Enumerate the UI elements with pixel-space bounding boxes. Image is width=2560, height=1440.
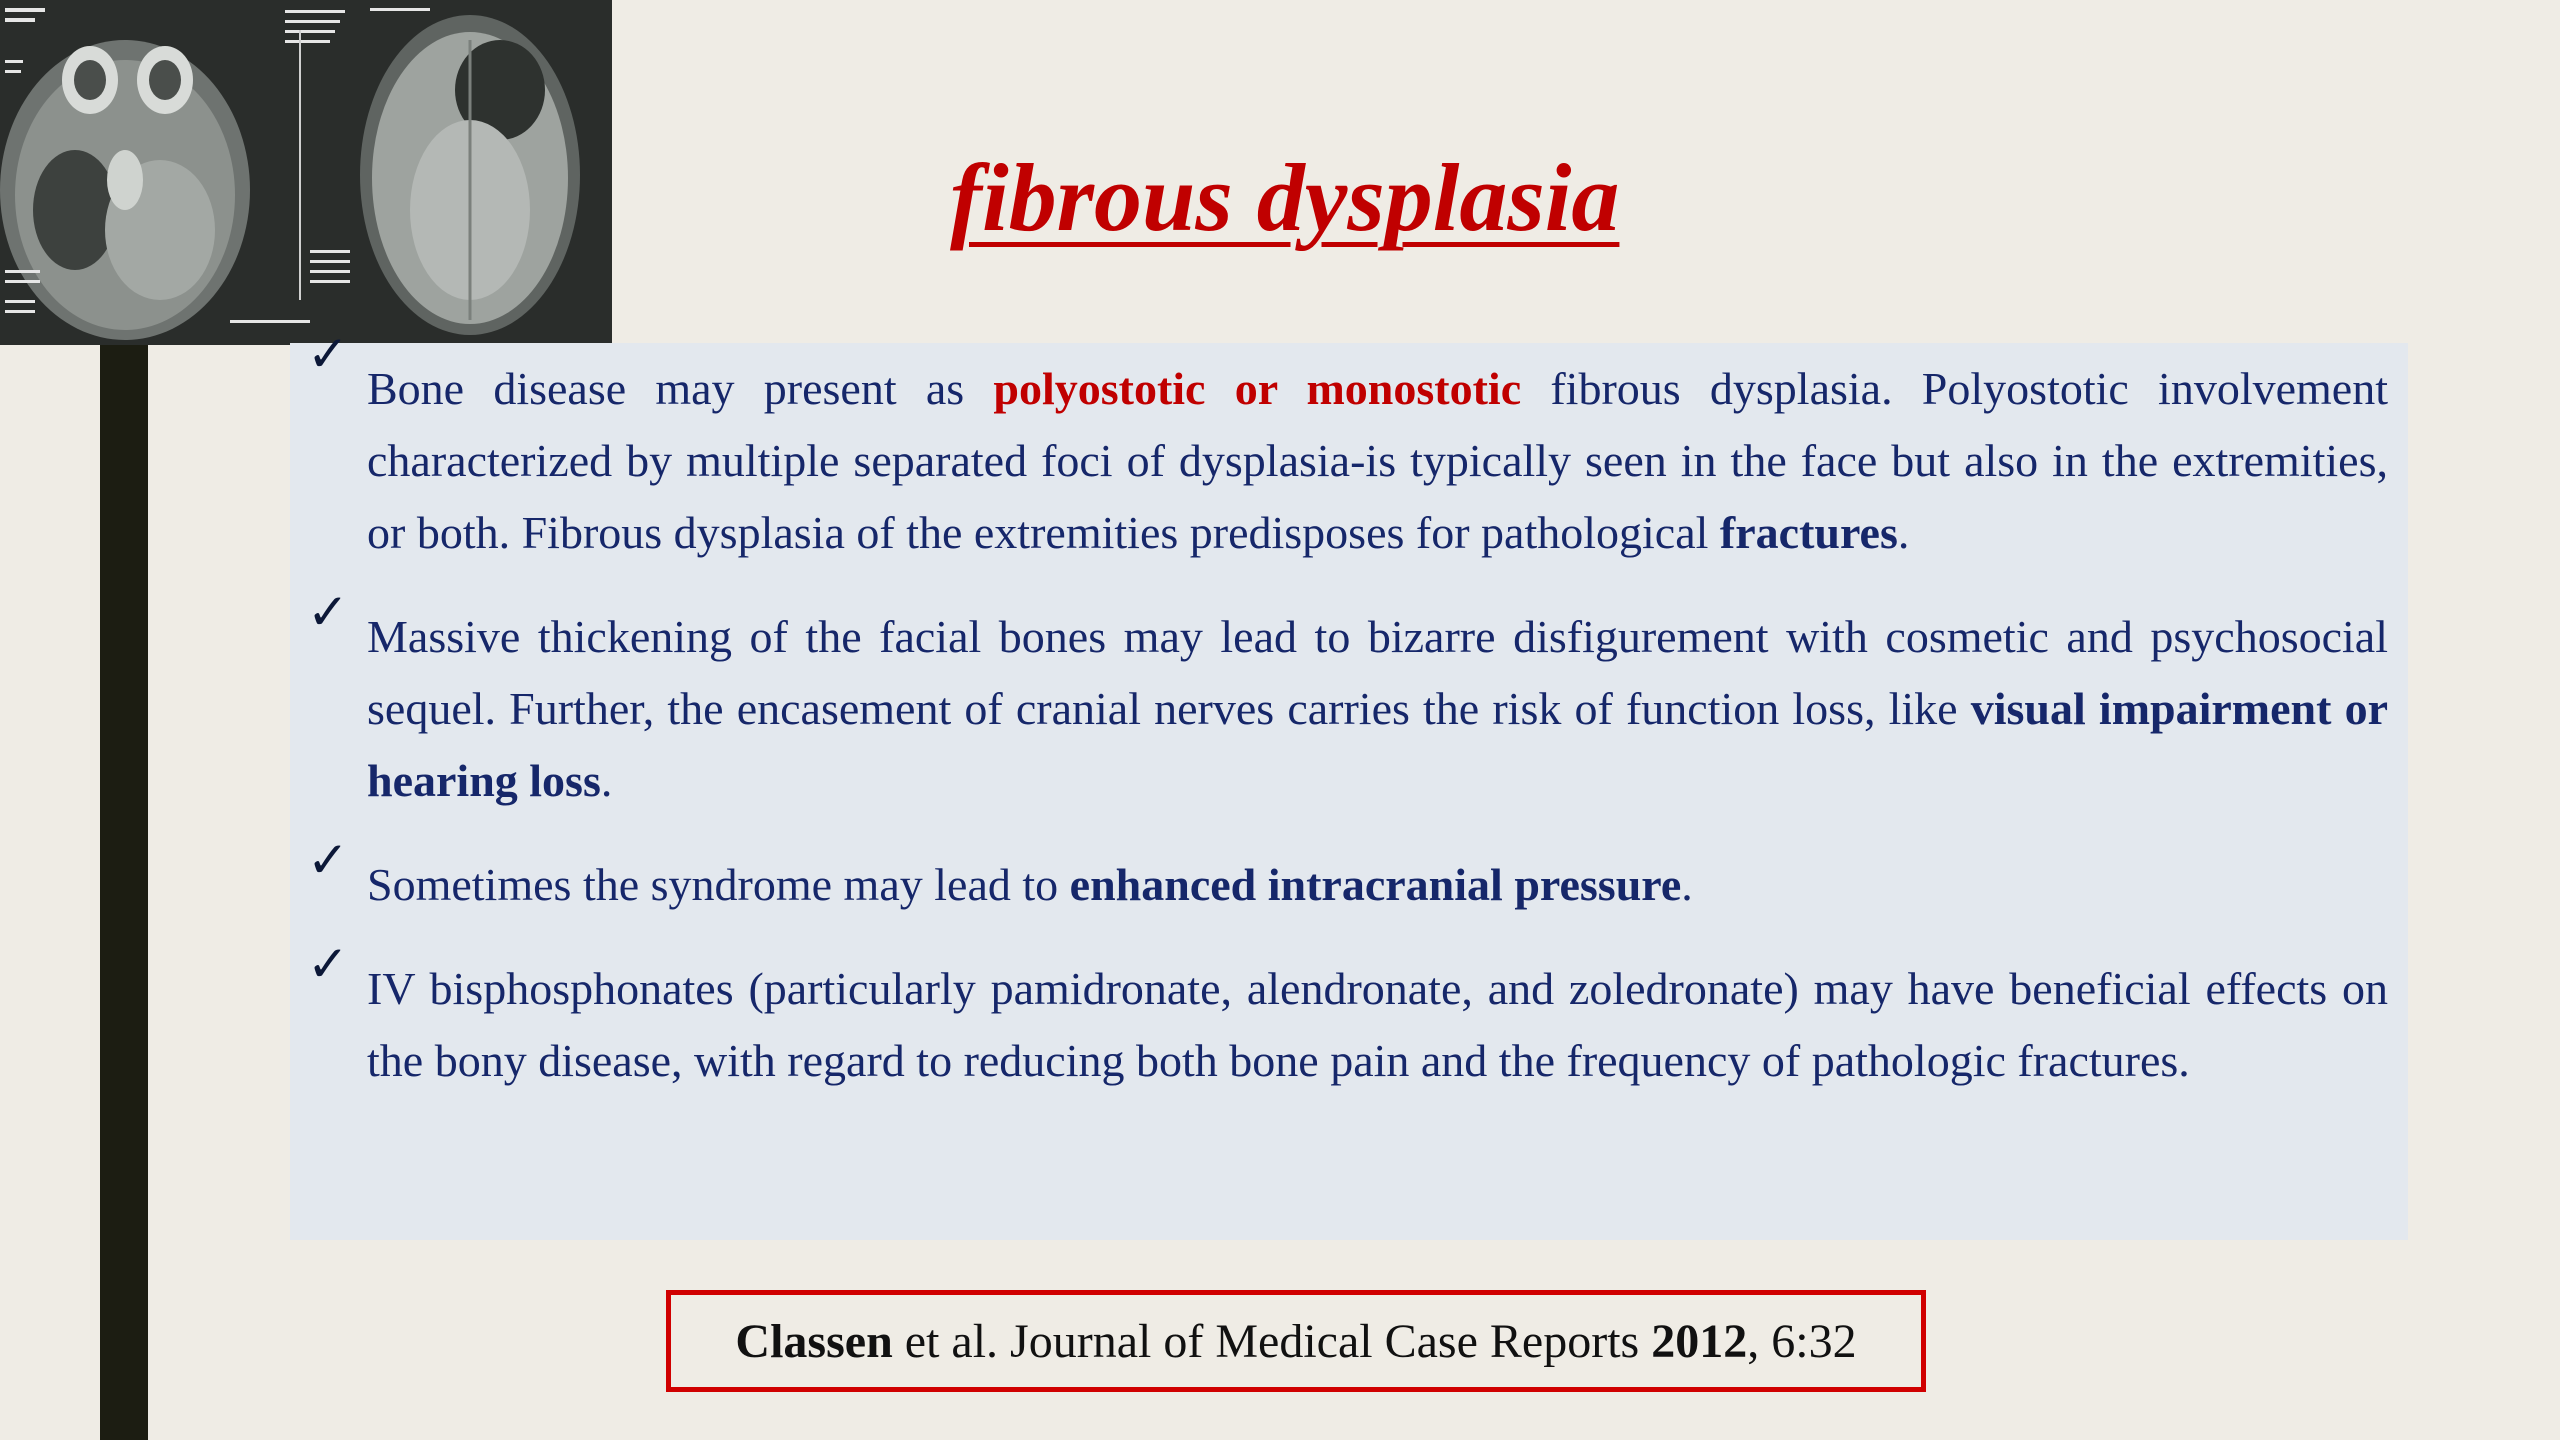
bullet-text-segment: Bone disease may present as bbox=[367, 363, 994, 414]
bullet-item bbox=[307, 325, 2388, 569]
citation-text bbox=[735, 1314, 1856, 1369]
left-accent-bar bbox=[100, 345, 148, 1440]
citation-ref: , 6:32 bbox=[1747, 1314, 1857, 1368]
checkmark-icon: ✓ bbox=[307, 935, 349, 993]
content-box bbox=[290, 325, 2408, 1240]
bold-text: visual impairment or hearing loss bbox=[367, 683, 2388, 806]
bullet-text-end: . bbox=[1897, 507, 1910, 558]
citation-journal: et al. Journal of Medical Case Reports bbox=[892, 1314, 1652, 1368]
checkmark-icon: ✓ bbox=[307, 325, 349, 383]
bullet-item bbox=[307, 935, 2388, 1097]
bullet-text-segment: Sometimes the syndrome may lead to bbox=[367, 859, 1070, 910]
bullet-item bbox=[307, 831, 2388, 921]
highlight-text: polyostotic or monostotic bbox=[993, 363, 1522, 414]
bullet-text bbox=[367, 353, 2388, 569]
bold-text: enhanced intracranial pressure bbox=[1069, 859, 1682, 910]
citation-year: 2012 bbox=[1651, 1314, 1748, 1368]
mri-scan-image bbox=[0, 0, 612, 345]
bullet-text-end: . bbox=[1681, 859, 1693, 910]
citation-box bbox=[666, 1290, 1926, 1392]
bullet-text-segment: fibrous dysplasia. Polyostotic involvement characterized by multiple separated foci of dysplasia-is typically seen in the face but also in the extremities, or both. Fibrous dysplasia of the extremities predisposes for pathological bbox=[367, 363, 2388, 558]
bullet-text bbox=[367, 849, 2388, 921]
bullet-item bbox=[307, 583, 2388, 817]
checkmark-icon: ✓ bbox=[307, 583, 349, 641]
bold-text: fractures bbox=[1719, 507, 1898, 558]
bullet-list bbox=[307, 325, 2388, 1097]
citation-author: Classen bbox=[735, 1314, 893, 1368]
slide-title: fibrous dysplasia bbox=[950, 144, 1620, 251]
checkmark-icon: ✓ bbox=[307, 831, 349, 889]
bullet-text-end: . bbox=[600, 755, 613, 806]
bullet-text bbox=[367, 601, 2388, 817]
mri-scan-illustration bbox=[0, 0, 612, 345]
bullet-text: IV bisphosphonates (particularly pamidronate, alendronate, and zoledronate) may have beneficial effects on the bony disease, with regard to reducing both bone pain and the frequency of pathologic fractures. bbox=[367, 963, 2388, 1086]
bullet-text-segment: Massive thickening of the facial bones may lead to bizarre disfigurement with cosmetic and psychosocial sequel. Further, the encasement of cranial nerves carries the risk of function loss, like bbox=[367, 611, 2388, 734]
